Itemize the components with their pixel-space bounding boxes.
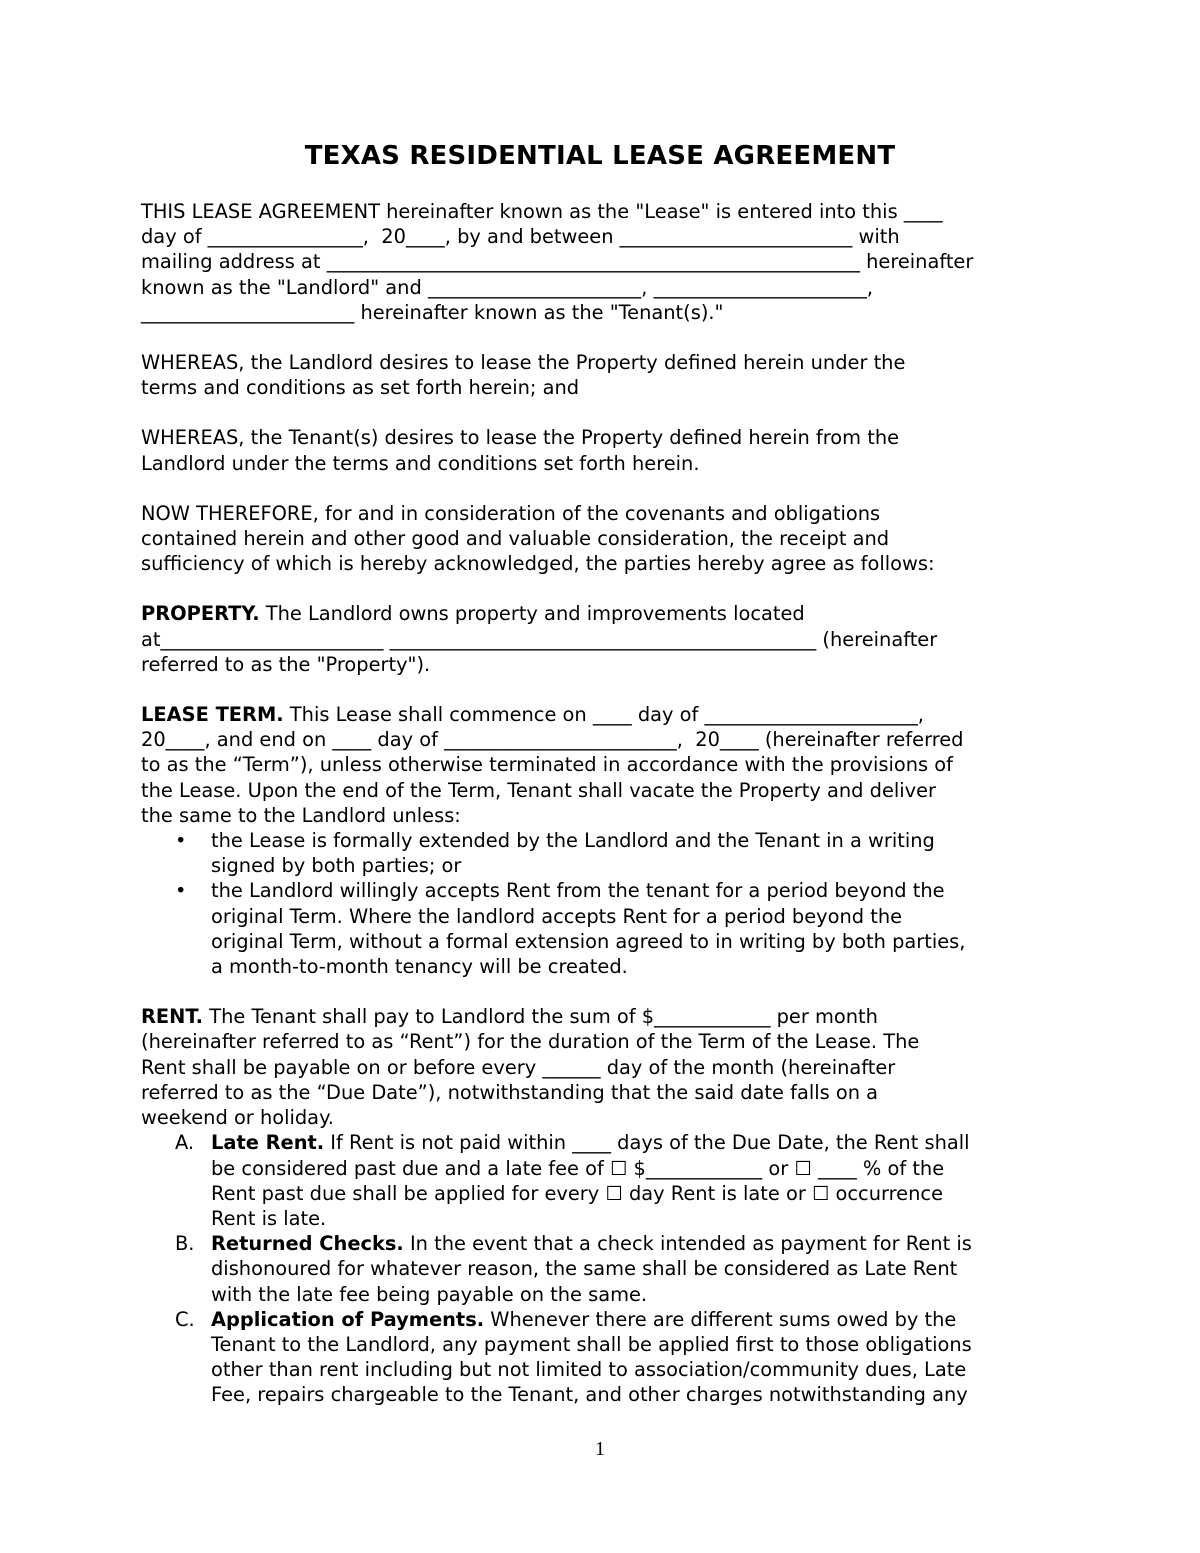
subsection-heading: Returned Checks.: [211, 1232, 404, 1256]
intro-line: THIS LEASE AGREEMENT hereinafter known as the "Lease" is entered into this ____: [141, 200, 943, 223]
intro-paragraph: [141, 199, 1071, 325]
subsection-letter: A.: [175, 1131, 195, 1155]
whereas-landlord-paragraph: [141, 350, 1071, 400]
subsection-line: Rent is late.: [211, 1206, 327, 1230]
bullet-line: the Landlord willingly accepts Rent from the tenant for a period beyond the: [211, 879, 945, 903]
bullet-line: a month-to-month tenancy will be created.: [211, 955, 628, 979]
lease-term-line: 20____, and end on ____ day of ________________________, 20____ (hereinafter referred: [141, 728, 964, 752]
now-therefore-line: sufficiency of which is hereby acknowledged, the parties hereby agree as follows:: [141, 552, 935, 576]
list-item: [141, 1130, 1071, 1231]
whereas-line: Landlord under the terms and conditions set forth herein.: [141, 451, 700, 475]
subsection-line: [211, 1130, 1071, 1155]
bullet-icon: •: [175, 829, 187, 853]
intro-line: day of ________________, 20____, by and between ________________________ with: [141, 225, 900, 249]
rent-line: weekend or holiday.: [141, 1106, 334, 1130]
intro-line: ______________________ hereinafter known as the "Tenant(s).": [141, 300, 724, 324]
lease-term-line: the Lease. Upon the end of the Term, Tenant shall vacate the Property and deliver: [141, 778, 937, 802]
subsection-line: [211, 1231, 1071, 1256]
page-number: 1: [595, 1438, 605, 1460]
subsection-line: other than rent including but not limited to association/community dues, Late: [211, 1358, 967, 1382]
subsection-heading: Late Rent.: [211, 1131, 325, 1155]
property-text: The Landlord owns property and improvements located: [259, 602, 805, 626]
subsection-text: Whenever there are different sums owed by the: [484, 1307, 957, 1331]
property-heading: PROPERTY.: [141, 602, 260, 626]
subsection-line: [211, 1307, 1071, 1332]
rent-heading: RENT.: [141, 1005, 204, 1029]
lease-term-heading: LEASE TERM.: [141, 703, 284, 727]
list-item: [141, 828, 1071, 878]
lease-term-line: the same to the Landlord unless:: [141, 803, 461, 827]
rent-subsection-list: [141, 1130, 1071, 1407]
rent-line: [141, 1004, 1071, 1029]
whereas-tenant-paragraph: [141, 425, 1071, 475]
rent-section: [141, 1004, 1071, 1130]
whereas-line: WHEREAS, the Landlord desires to lease the Property defined herein under the: [141, 351, 906, 375]
subsection-text: In the event that a check intended as payment for Rent is: [403, 1232, 972, 1256]
list-item: [141, 1231, 1071, 1307]
bullet-line: signed by both parties; or: [211, 854, 462, 878]
document-title: TEXAS RESIDENTIAL LEASE AGREEMENT: [304, 141, 896, 171]
whereas-line: terms and conditions as set forth herein; and: [141, 376, 580, 400]
intro-line: known as the "Landlord" and ______________________, ______________________,: [141, 275, 874, 299]
property-line: at_______________________ ____________________________________________ (hereinafter: [141, 627, 938, 651]
intro-line: mailing address at _______________________________________________________ hereinafter: [141, 250, 974, 274]
subsection-line: Tenant to the Landlord, any payment shall be applied first to those obligations: [211, 1332, 972, 1356]
rent-line: Rent shall be payable on or before every ______ day of the month (hereinafter: [141, 1055, 896, 1079]
lease-term-line: [141, 702, 1071, 727]
subsection-line: dishonoured for whatever reason, the same shall be considered as Late Rent: [211, 1257, 958, 1281]
bullet-line: original Term, without a formal extension agreed to in writing by both parties,: [211, 929, 966, 953]
whereas-line: WHEREAS, the Tenant(s) desires to lease the Property defined herein from the: [141, 426, 900, 450]
lease-term-line: to as the “Term”), unless otherwise terminated in accordance with the provisions of: [141, 753, 953, 777]
list-item: [141, 878, 1071, 979]
subsection-line: be considered past due and a late fee of ☐ $____________ or ☐ ____ % of the: [211, 1156, 945, 1180]
bullet-line: original Term. Where the landlord accepts Rent for a period beyond the: [211, 904, 903, 928]
subsection-letter: C.: [175, 1307, 195, 1331]
document-body: [141, 199, 1071, 1408]
now-therefore-paragraph: [141, 501, 1071, 577]
subsection-line: Fee, repairs chargeable to the Tenant, and other charges notwithstanding any: [211, 1383, 968, 1407]
now-therefore-line: NOW THEREFORE, for and in consideration of the covenants and obligations: [141, 501, 881, 525]
property-line: [141, 601, 1071, 626]
lease-term-section: [141, 702, 1071, 828]
lease-term-text: This Lease shall commence on ____ day of ______________________,: [283, 703, 924, 727]
subsection-line: Rent past due shall be applied for every ☐ day Rent is late or ☐ occurrence: [211, 1181, 943, 1205]
property-line: referred to as the "Property").: [141, 652, 431, 676]
property-section: [141, 601, 1071, 677]
bullet-icon: •: [175, 879, 187, 903]
bullet-line: the Lease is formally extended by the Landlord and the Tenant in a writing: [211, 829, 935, 853]
subsection-heading: Application of Payments.: [211, 1307, 485, 1331]
list-item: [141, 1307, 1071, 1408]
rent-text: The Tenant shall pay to Landlord the sum of $____________ per month: [203, 1005, 878, 1029]
subsection-letter: B.: [175, 1232, 195, 1256]
subsection-line: with the late fee being payable on the same.: [211, 1282, 648, 1306]
subsection-text: If Rent is not paid within ____ days of the Due Date, the Rent shall: [324, 1131, 970, 1155]
rent-line: (hereinafter referred to as “Rent”) for the duration of the Term of the Lease. The: [141, 1030, 920, 1054]
now-therefore-line: contained herein and other good and valuable consideration, the receipt and: [141, 527, 890, 551]
lease-term-bullet-list: [141, 828, 1071, 979]
rent-line: referred to as the “Due Date”), notwithstanding that the said date falls on a: [141, 1080, 879, 1104]
